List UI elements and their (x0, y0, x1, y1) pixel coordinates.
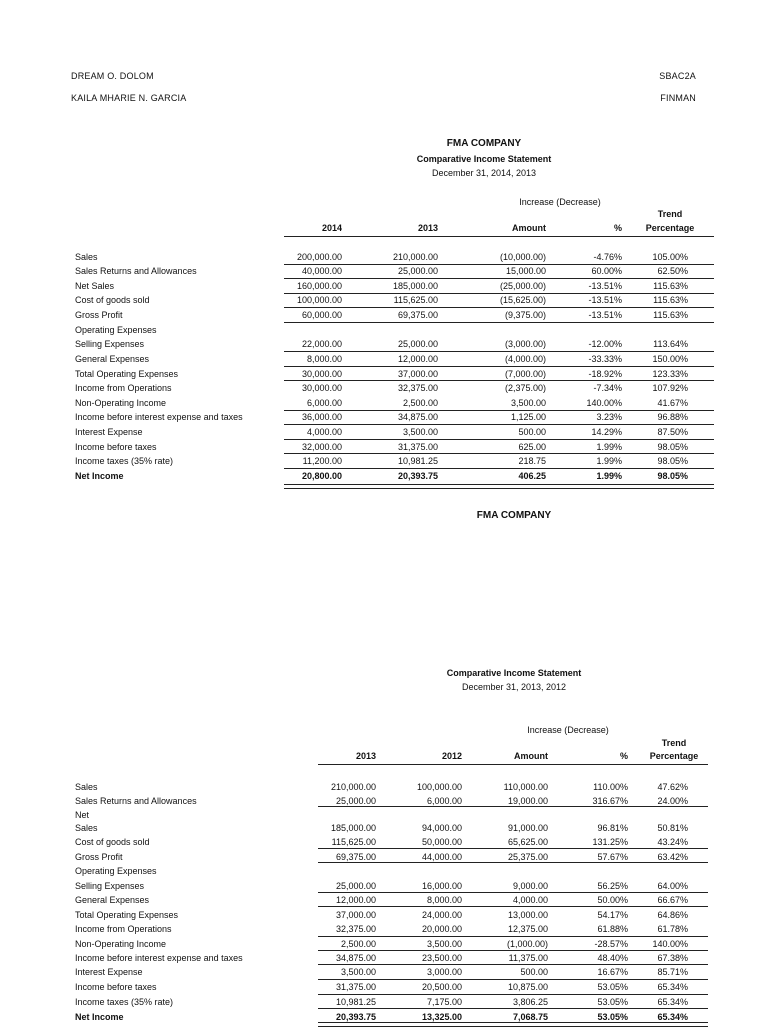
row-rule (318, 848, 708, 849)
value-percent: 316.67% (592, 796, 628, 806)
value-year2: 31,375.00 (397, 442, 438, 452)
value-year1: 20,393.75 (335, 1012, 376, 1022)
value-amount: 1,125.00 (510, 412, 546, 422)
value-amount: (9,375.00) (504, 310, 546, 320)
row-label: Non-Operating Income (75, 398, 167, 408)
value-year2: 6,000.00 (426, 796, 462, 806)
row-label: Operating Expenses (75, 866, 157, 876)
value-year2: 7,175.00 (426, 997, 462, 1007)
header-rule (284, 236, 714, 237)
table-row (0, 293, 768, 307)
value-amount: (2,375.00) (504, 383, 546, 393)
increase-decrease-label: Increase (Decrease) (519, 197, 601, 207)
value-trend: 115.63% (653, 295, 688, 305)
value-year1: 8,000.00 (306, 354, 342, 364)
row-rule (318, 936, 708, 937)
value-year2: 3,500.00 (426, 939, 462, 949)
value-amount: 10,875.00 (507, 982, 548, 992)
row-rule (284, 453, 714, 454)
value-year1: 3,500.00 (340, 967, 376, 977)
value-trend: 67.38% (657, 953, 688, 963)
value-year1: 11,200.00 (302, 456, 342, 466)
value-percent: 53.05% (597, 997, 628, 1007)
value-amount: 9,000.00 (512, 881, 548, 891)
value-trend: 107.92% (652, 383, 688, 393)
row-label: Income taxes (35% rate) (75, 997, 174, 1007)
value-percent: 57.67% (597, 852, 628, 862)
col-header-year2: 2013 (417, 223, 438, 233)
row-rule (318, 892, 708, 893)
table-row (0, 922, 768, 936)
row-rule (318, 906, 708, 907)
row-label: Income before taxes (75, 982, 157, 992)
table-row (0, 440, 768, 454)
value-year1: 20,800.00 (301, 471, 342, 481)
value-percent: -18.92% (588, 369, 622, 379)
company-name: FMA COMPANY (476, 510, 552, 521)
row-rule (318, 806, 708, 807)
table-row (0, 367, 768, 381)
value-trend: 63.42% (657, 852, 688, 862)
row-label: Non-Operating Income (75, 939, 167, 949)
value-trend: 61.78% (657, 924, 688, 934)
value-year2: 20,500.00 (421, 982, 462, 992)
table-row (0, 454, 768, 468)
row-rule (284, 424, 714, 425)
value-year2: 8,000.00 (426, 895, 462, 905)
increase-decrease-label: Increase (Decrease) (527, 725, 609, 735)
row-label: Total Operating Expenses (75, 369, 179, 379)
value-amount: 218.75 (518, 456, 546, 466)
value-amount: 406.25 (518, 471, 546, 481)
value-percent: 50.00% (597, 895, 628, 905)
col-header-percent: % (613, 223, 622, 233)
value-percent: 48.40% (597, 953, 628, 963)
row-label: Sales (75, 823, 98, 833)
value-percent: 54.17% (597, 910, 628, 920)
row-label: Cost of goods sold (75, 295, 150, 305)
row-label: Income before interest expense and taxes (75, 953, 243, 963)
value-year1: 69,375.00 (335, 852, 376, 862)
value-year2: 3,500.00 (402, 427, 438, 437)
table-row (0, 469, 768, 483)
table-row (0, 337, 768, 351)
value-year2: 44,000.00 (421, 852, 462, 862)
row-label: Sales Returns and Allowances (75, 796, 197, 806)
value-year2: 185,000.00 (392, 281, 438, 291)
col-header-year1: 2014 (321, 223, 342, 233)
value-year1: 210,000.00 (330, 782, 376, 792)
value-amount: 500.00 (520, 967, 548, 977)
table-row (0, 893, 768, 907)
table-row (0, 323, 768, 337)
section-code: SBAC2A (659, 71, 696, 81)
value-trend: 98.05% (657, 442, 688, 452)
student-name-1: DREAM O. DOLOM (71, 71, 154, 81)
row-label: Operating Expenses (75, 325, 157, 335)
table-row (0, 908, 768, 922)
value-trend: 140.00% (652, 939, 688, 949)
col-header-percentage: Percentage (645, 223, 695, 233)
row-label: Selling Expenses (75, 881, 145, 891)
value-year1: 60,000.00 (301, 310, 342, 320)
value-year1: 12,000.00 (335, 895, 376, 905)
row-label: Income before taxes (75, 442, 157, 452)
table-row (0, 381, 768, 395)
value-trend: 43.24% (657, 837, 688, 847)
row-rule (284, 351, 714, 352)
table-row (0, 995, 768, 1009)
value-percent: 14.29% (591, 427, 622, 437)
row-label: General Expenses (75, 354, 150, 364)
value-trend: 87.50% (657, 427, 688, 437)
value-year1: 160,000.00 (296, 281, 342, 291)
value-amount: (1,000.00) (506, 939, 548, 949)
row-label: Gross Profit (75, 310, 123, 320)
value-amount: 91,000.00 (507, 823, 548, 833)
table-row (0, 264, 768, 278)
col-header-year1: 2013 (355, 751, 376, 761)
value-year2: 50,000.00 (421, 837, 462, 847)
value-trend: 65.34% (657, 1012, 688, 1022)
value-year2: 100,000.00 (416, 782, 462, 792)
table-row (0, 308, 768, 322)
row-label: Net Sales (75, 281, 115, 291)
value-percent: 53.05% (597, 1012, 628, 1022)
value-year2: 2,500.00 (402, 398, 438, 408)
value-percent: 53.05% (597, 982, 628, 992)
statement-date: December 31, 2013, 2012 (461, 682, 567, 692)
value-year1: 6,000.00 (306, 398, 342, 408)
value-percent: 140.00% (586, 398, 622, 408)
value-trend: 47.62% (657, 782, 688, 792)
value-year2: 24,000.00 (421, 910, 462, 920)
value-percent: 3.23% (596, 412, 622, 422)
row-label: Income from Operations (75, 383, 172, 393)
value-year2: 32,375.00 (397, 383, 438, 393)
value-amount: 4,000.00 (512, 895, 548, 905)
value-amount: 12,375.00 (507, 924, 548, 934)
value-percent: -12.00% (588, 339, 622, 349)
value-amount: 65,625.00 (507, 837, 548, 847)
value-percent: -28.57% (594, 939, 628, 949)
value-year1: 4,000.00 (306, 427, 342, 437)
value-year2: 20,393.75 (397, 471, 438, 481)
value-year2: 37,000.00 (397, 369, 438, 379)
value-year2: 12,000.00 (397, 354, 438, 364)
col-header-percent: % (619, 751, 628, 761)
value-year1: 10,981.25 (335, 997, 376, 1007)
value-year1: 115,625.00 (331, 837, 376, 847)
value-amount: (4,000.00) (504, 354, 546, 364)
value-year2: 10,981.25 (397, 456, 438, 466)
value-trend: 50.81% (657, 823, 688, 833)
value-amount: (15,625.00) (499, 295, 546, 305)
row-label: Selling Expenses (75, 339, 145, 349)
table-row (0, 279, 768, 293)
row-label: Net (75, 810, 90, 820)
col-header-year2: 2012 (441, 751, 462, 761)
value-amount: 19,000.00 (507, 796, 548, 806)
value-percent: 1.99% (596, 471, 622, 481)
table-row (0, 879, 768, 893)
value-year1: 25,000.00 (335, 796, 376, 806)
statement-title: Comparative Income Statement (416, 154, 552, 164)
value-trend: 105.00% (652, 252, 688, 262)
value-percent: -4.76% (593, 252, 622, 262)
value-year2: 69,375.00 (397, 310, 438, 320)
row-label: Gross Profit (75, 852, 123, 862)
value-year1: 34,875.00 (335, 953, 376, 963)
row-label: Sales (75, 782, 98, 792)
value-year2: 25,000.00 (397, 339, 438, 349)
value-percent: -13.51% (588, 281, 622, 291)
value-trend: 62.50% (657, 266, 688, 276)
value-trend: 113.64% (653, 339, 688, 349)
value-amount: 500.00 (518, 427, 546, 437)
table-row (0, 396, 768, 410)
value-percent: 56.25% (597, 881, 628, 891)
value-trend: 115.63% (653, 310, 688, 320)
table-row (0, 937, 768, 951)
value-year1: 30,000.00 (301, 383, 342, 393)
value-year2: 34,875.00 (397, 412, 438, 422)
value-trend: 123.33% (652, 369, 688, 379)
value-amount: 3,806.25 (512, 997, 548, 1007)
value-percent: 131.25% (592, 837, 628, 847)
value-amount: (10,000.00) (499, 252, 546, 262)
value-year1: 40,000.00 (301, 266, 342, 276)
value-percent: 16.67% (597, 967, 628, 977)
table-row (0, 250, 768, 264)
value-percent: 110.00% (593, 782, 628, 792)
table-row (0, 965, 768, 979)
value-trend: 65.34% (657, 997, 688, 1007)
row-rule (284, 380, 714, 381)
row-rule (318, 1008, 708, 1009)
statement-title: Comparative Income Statement (446, 668, 582, 678)
row-rule (284, 366, 714, 367)
row-rule (284, 439, 714, 440)
value-year1: 32,375.00 (335, 924, 376, 934)
value-trend: 41.67% (657, 398, 688, 408)
value-amount: 15,000.00 (505, 266, 546, 276)
statement-date: December 31, 2014, 2013 (431, 168, 537, 178)
col-header-amount: Amount (512, 223, 546, 233)
value-year2: 94,000.00 (421, 823, 462, 833)
value-trend: 24.00% (657, 796, 688, 806)
row-rule (284, 468, 714, 469)
table-row (0, 780, 768, 794)
row-rule (284, 264, 714, 265)
value-year2: 13,325.00 (421, 1012, 462, 1022)
row-label: Income taxes (35% rate) (75, 456, 174, 466)
value-year2: 210,000.00 (392, 252, 438, 262)
value-percent: 60.00% (591, 266, 622, 276)
table-row (0, 410, 768, 424)
header-rule (318, 764, 708, 765)
total-double-rule (318, 1022, 708, 1027)
value-year1: 31,375.00 (335, 982, 376, 992)
total-double-rule (284, 484, 714, 489)
table-row (0, 980, 768, 994)
value-amount: 25,375.00 (507, 852, 548, 862)
value-trend: 65.34% (657, 982, 688, 992)
value-year1: 2,500.00 (340, 939, 376, 949)
col-header-trend: Trend (657, 209, 683, 219)
value-year2: 16,000.00 (421, 881, 462, 891)
value-trend: 64.86% (657, 910, 688, 920)
value-trend: 98.05% (657, 456, 688, 466)
row-label: Income before interest expense and taxes (75, 412, 243, 422)
row-label: Interest Expense (75, 427, 143, 437)
table-row (0, 821, 768, 835)
row-rule (284, 307, 714, 308)
subject-code: FINMAN (660, 93, 696, 103)
value-trend: 66.67% (657, 895, 688, 905)
row-label: Net Income (75, 1012, 124, 1022)
value-amount: (3,000.00) (504, 339, 546, 349)
value-year1: 30,000.00 (301, 369, 342, 379)
col-header-percentage: Percentage (649, 751, 699, 761)
row-rule (318, 979, 708, 980)
value-year1: 185,000.00 (330, 823, 376, 833)
value-amount: 3,500.00 (510, 398, 546, 408)
table-row (0, 425, 768, 439)
value-amount: (25,000.00) (499, 281, 546, 291)
row-label: Income from Operations (75, 924, 172, 934)
value-year1: 37,000.00 (335, 910, 376, 920)
row-label: Net Income (75, 471, 124, 481)
value-year2: 115,625.00 (393, 295, 438, 305)
row-rule (284, 278, 714, 279)
value-amount: (7,000.00) (504, 369, 546, 379)
company-name: FMA COMPANY (446, 138, 522, 149)
value-percent: 61.88% (597, 924, 628, 934)
value-year1: 36,000.00 (301, 412, 342, 422)
value-year2: 3,000.00 (426, 967, 462, 977)
value-percent: 1.99% (596, 456, 622, 466)
value-year1: 22,000.00 (301, 339, 342, 349)
value-year2: 20,000.00 (421, 924, 462, 934)
table-row (0, 864, 768, 878)
col-header-trend: Trend (661, 738, 687, 748)
col-header-amount: Amount (514, 751, 548, 761)
row-rule (284, 293, 714, 294)
value-percent: 96.81% (597, 823, 628, 833)
value-percent: -13.51% (588, 310, 622, 320)
row-label: Total Operating Expenses (75, 910, 179, 920)
value-year1: 100,000.00 (296, 295, 342, 305)
row-rule (318, 964, 708, 965)
table-row (0, 352, 768, 366)
value-trend: 150.00% (652, 354, 688, 364)
row-label: Cost of goods sold (75, 837, 150, 847)
value-amount: 11,375.00 (508, 953, 548, 963)
value-year2: 23,500.00 (421, 953, 462, 963)
row-label: General Expenses (75, 895, 150, 905)
row-label: Sales Returns and Allowances (75, 266, 197, 276)
value-year1: 25,000.00 (335, 881, 376, 891)
student-name-2: KAILA MHARIE N. GARCIA (71, 93, 187, 103)
table-row (0, 835, 768, 849)
row-label: Sales (75, 252, 98, 262)
value-trend: 64.00% (657, 881, 688, 891)
value-percent: 1.99% (596, 442, 622, 452)
row-rule (284, 410, 714, 411)
row-rule (318, 862, 708, 863)
table-row (0, 808, 768, 822)
value-amount: 13,000.00 (507, 910, 548, 920)
row-rule (318, 994, 708, 995)
value-trend: 96.88% (657, 412, 688, 422)
value-year1: 200,000.00 (296, 252, 342, 262)
value-percent: -13.51% (588, 295, 622, 305)
value-amount: 7,068.75 (512, 1012, 548, 1022)
row-rule (318, 950, 708, 951)
row-label: Interest Expense (75, 967, 143, 977)
value-amount: 110,000.00 (503, 782, 548, 792)
value-trend: 115.63% (653, 281, 688, 291)
value-percent: -33.33% (588, 354, 622, 364)
value-amount: 625.00 (518, 442, 546, 452)
value-trend: 85.71% (657, 967, 688, 977)
row-rule (284, 322, 714, 323)
value-percent: -7.34% (593, 383, 622, 393)
value-year1: 32,000.00 (301, 442, 342, 452)
value-year2: 25,000.00 (397, 266, 438, 276)
value-trend: 98.05% (657, 471, 688, 481)
table-row (0, 951, 768, 965)
